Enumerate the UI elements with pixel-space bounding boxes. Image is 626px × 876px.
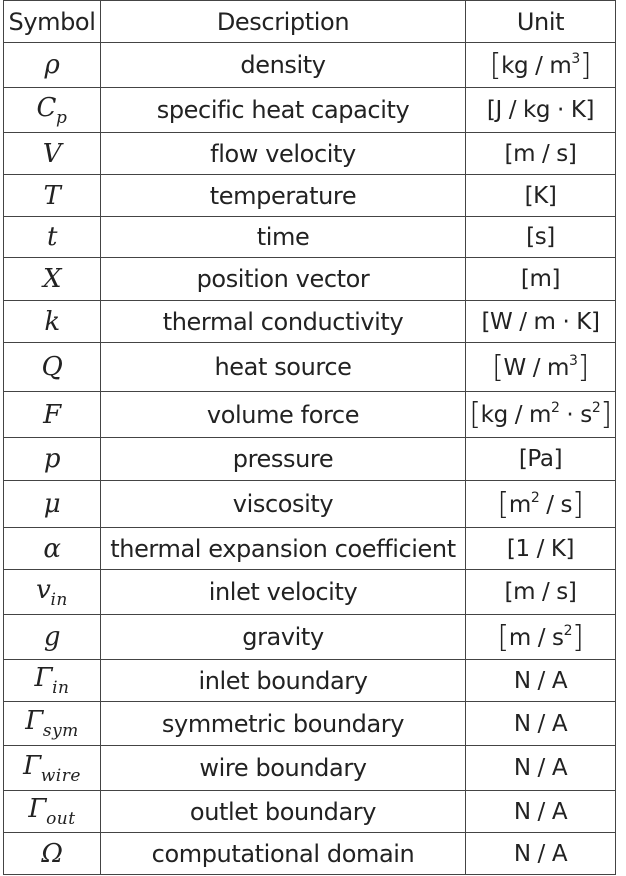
- cell-description: computational domain: [101, 833, 466, 875]
- cell-symbol: [4, 570, 101, 615]
- cell-description: inlet velocity: [101, 570, 466, 615]
- table-row: [4, 343, 616, 392]
- cell-description: wire boundary: [101, 746, 466, 791]
- table-row: [4, 43, 616, 88]
- cell-unit: [466, 392, 616, 438]
- cell-symbol: [4, 258, 101, 301]
- unit-text: · s: [559, 402, 592, 428]
- table-row: [4, 833, 616, 875]
- table-row: [4, 88, 616, 133]
- table-row: [4, 133, 616, 175]
- cell-unit: [1 / K]: [466, 528, 616, 570]
- cell-symbol: [4, 43, 101, 88]
- cell-description: flow velocity: [101, 133, 466, 175]
- nomenclature-table: [3, 0, 616, 875]
- table-body: [4, 43, 616, 875]
- table-row: [4, 702, 616, 746]
- symbol-main: p: [43, 444, 61, 474]
- symbol-main: V: [42, 138, 62, 169]
- table-row: [4, 615, 616, 660]
- cell-unit: N / A: [466, 833, 616, 875]
- header-description: Description: [101, 1, 466, 43]
- symbol-subscript: out: [46, 809, 76, 829]
- cell-unit: [m / s]: [466, 570, 616, 615]
- unit-bracket: [: [492, 349, 504, 385]
- symbol-subscript: wire: [40, 765, 81, 786]
- unit-bracket: [: [489, 47, 502, 83]
- cell-symbol: [4, 301, 101, 343]
- symbol-main: Q: [41, 352, 63, 382]
- symbol-main: t: [46, 222, 58, 252]
- symbol-main: F: [43, 399, 61, 430]
- cell-unit: N / A: [466, 702, 616, 746]
- cell-description: heat source: [101, 343, 466, 392]
- cell-symbol: [4, 217, 101, 258]
- cell-unit: [J / kg · K]: [466, 88, 616, 133]
- cell-unit: [K]: [466, 175, 616, 217]
- unit-exponent: 3: [569, 352, 578, 369]
- cell-unit: [Pa]: [466, 438, 616, 481]
- cell-symbol: [4, 481, 101, 528]
- cell-symbol: [4, 746, 101, 791]
- unit-bracket: ]: [572, 486, 584, 522]
- cell-description: position vector: [101, 258, 466, 301]
- cell-unit: [W / m · K]: [466, 301, 616, 343]
- cell-symbol: [4, 615, 101, 660]
- cell-unit: N / A: [466, 791, 616, 833]
- unit-exponent: 2: [563, 622, 573, 639]
- cell-unit: [466, 343, 616, 392]
- unit-exponent: 2: [530, 489, 540, 506]
- symbol-main: g: [43, 622, 61, 652]
- table-row: [4, 791, 616, 833]
- table-row: [4, 481, 616, 528]
- symbol-main: k: [44, 306, 60, 337]
- cell-symbol: [4, 833, 101, 875]
- symbol-main: Γ: [23, 750, 41, 781]
- cell-description: outlet boundary: [101, 791, 466, 833]
- cell-description: specific heat capacity: [101, 88, 466, 133]
- cell-description: time: [101, 217, 466, 258]
- table-row: [4, 301, 616, 343]
- unit-bracket: [: [497, 486, 509, 522]
- unit-text: W / m: [503, 354, 569, 381]
- symbol-subscript: p: [56, 107, 68, 128]
- cell-description: temperature: [101, 175, 466, 217]
- cell-symbol: [4, 392, 101, 438]
- unit-bracket: [: [497, 619, 509, 655]
- table-row: [4, 258, 616, 301]
- cell-symbol: [4, 660, 101, 702]
- cell-symbol: [4, 528, 101, 570]
- symbol-main: Γ: [28, 794, 47, 824]
- header-symbol: Symbol: [4, 1, 101, 43]
- cell-description: density: [101, 43, 466, 88]
- cell-description: symmetric boundary: [101, 702, 466, 746]
- table-row: [4, 392, 616, 438]
- cell-unit: [s]: [466, 217, 616, 258]
- unit-bracket: ]: [600, 397, 612, 432]
- unit-text: / s: [539, 491, 573, 518]
- cell-symbol: [4, 438, 101, 481]
- symbol-main: α: [43, 533, 61, 564]
- symbol-main: Γ: [25, 706, 43, 736]
- cell-description: gravity: [101, 615, 466, 660]
- unit-text: kg / m: [501, 52, 572, 79]
- cell-description: thermal conductivity: [101, 301, 466, 343]
- symbol-main: T: [43, 180, 61, 211]
- symbol-main: μ: [43, 489, 61, 519]
- cell-description: thermal expansion coefficient: [101, 528, 466, 570]
- unit-exponent: 3: [571, 50, 580, 67]
- unit-bracket: [: [469, 397, 481, 432]
- cell-description: inlet boundary: [101, 660, 466, 702]
- symbol-main: v: [36, 574, 51, 605]
- cell-symbol: [4, 88, 101, 133]
- cell-unit: [m]: [466, 258, 616, 301]
- cell-unit: [466, 43, 616, 88]
- symbol-main: Ω: [41, 838, 63, 869]
- table-row: [4, 217, 616, 258]
- symbol-subscript: in: [50, 589, 68, 610]
- cell-unit: [m / s]: [466, 133, 616, 175]
- table-row: [4, 660, 616, 702]
- unit-bracket: ]: [572, 619, 584, 655]
- cell-unit: [466, 481, 616, 528]
- header-unit: Unit: [466, 1, 616, 43]
- cell-description: pressure: [101, 438, 466, 481]
- unit-bracket: ]: [577, 349, 589, 385]
- cell-description: viscosity: [101, 481, 466, 528]
- table-row: [4, 528, 616, 570]
- unit-exponent: 2: [550, 400, 560, 416]
- cell-unit: N / A: [466, 746, 616, 791]
- header-row: [4, 1, 616, 43]
- table-row: [4, 570, 616, 615]
- symbol-main: Γ: [34, 663, 53, 693]
- table-row: [4, 175, 616, 217]
- symbol-main: C: [36, 92, 57, 123]
- table-row: [4, 746, 616, 791]
- cell-symbol: [4, 343, 101, 392]
- cell-symbol: [4, 702, 101, 746]
- cell-unit: [466, 615, 616, 660]
- unit-exponent: 2: [591, 400, 601, 416]
- cell-unit: N / A: [466, 660, 616, 702]
- cell-symbol: [4, 175, 101, 217]
- symbol-subscript: in: [52, 678, 70, 698]
- unit-text: kg / m: [480, 402, 551, 428]
- cell-symbol: [4, 133, 101, 175]
- unit-bracket: ]: [579, 47, 592, 83]
- symbol-main: X: [42, 264, 62, 294]
- unit-text: m / s: [508, 624, 564, 651]
- cell-description: volume force: [101, 392, 466, 438]
- unit-text: m: [508, 491, 531, 518]
- symbol-main: ρ: [44, 50, 60, 80]
- table-row: [4, 438, 616, 481]
- cell-symbol: [4, 791, 101, 833]
- symbol-subscript: sym: [42, 721, 79, 741]
